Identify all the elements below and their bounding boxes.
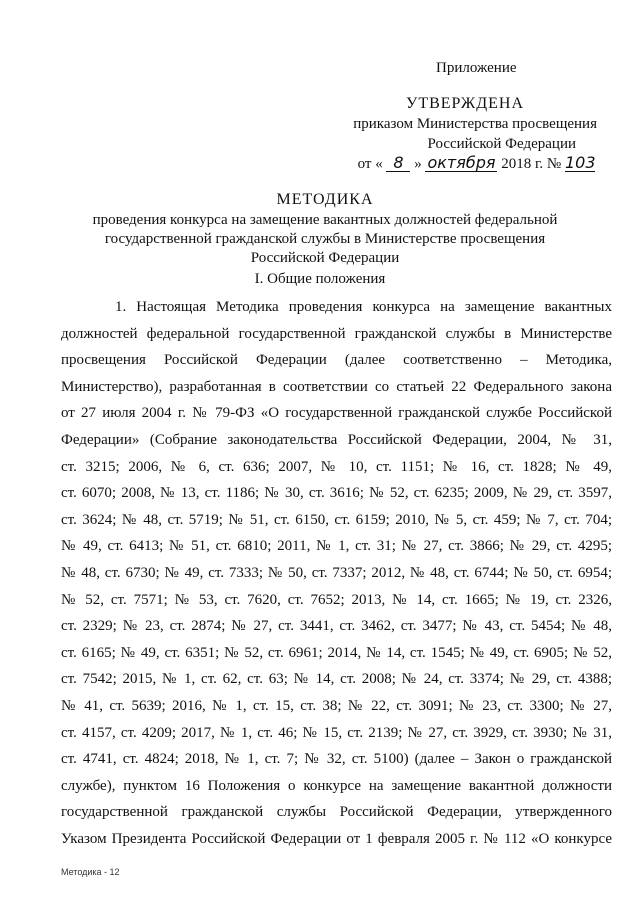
body-line: ст. 6070; 2008, № 13, ст. 1186; № 30, ст. 3616; № 52, ст. 6235; 2009, № 29, ст. 3597, <box>61 485 612 502</box>
approved-ministry: Российской Федерации <box>427 136 576 152</box>
body-line: ст. 4157, ст. 4209; 2017, № 1, ст. 46; № 15, ст. 2139; № 27, ст. 3929, ст. 3930; № 31, <box>61 724 612 741</box>
body-line: ст. 3624; № 48, ст. 5719; № 51, ст. 6150, ст. 6159; 2010, № 5, ст. 459; № 7, ст. 704; <box>61 511 612 528</box>
methodology-subtitle-line-3: Российской Федерации <box>250 250 400 266</box>
order-day: 8 <box>386 155 410 172</box>
order-number: 103 <box>565 153 596 172</box>
body-line: от 27 июля 2004 г. № 79-ФЗ «О государственной гражданской службе Российской <box>61 405 612 422</box>
body-line: ст. 4741, ст. 4824; 2018, № 1, ст. 7; № 32, ст. 5100) (далее – Закон о гражданской <box>61 751 612 768</box>
body-line: № 41, ст. 5639; 2016, № 1, ст. 15, ст. 38; № 22, ст. 3091; № 23, ст. 3300; № 27, <box>61 697 612 714</box>
body-paragraph <box>61 294 612 852</box>
body-line: № 52, ст. 7571; № 53, ст. 7620, ст. 7652; 2013, № 14, ст. 1665; № 19, ст. 2326, <box>61 591 612 608</box>
section-title: I. Общие положения <box>254 271 386 287</box>
appendix-label: Приложение <box>436 60 517 76</box>
body-line: службе), пунктом 16 Положения о конкурсе на замещение вакантной должности <box>61 777 612 794</box>
body-line: должностей федеральной государственной гражданской службы в Министерстве <box>61 325 612 342</box>
approved-title: УТВЕРЖДЕНА <box>405 95 524 112</box>
body-line: Министерство), разработанная в соответствии со статьей 22 Федерального закона <box>61 378 612 395</box>
body-line: ст. 6165; № 49, ст. 6351; № 52, ст. 6961; 2014, № 14, ст. 1545; № 49, ст. 6905; № 52, <box>61 644 612 661</box>
methodology-subtitle-line-1: проведения конкурса на замещение вакантных должностей федеральной <box>92 212 558 228</box>
methodology-title: МЕТОДИКА <box>276 191 374 208</box>
approved-by-order: приказом Министерства просвещения <box>353 116 597 132</box>
order-mid: » <box>414 156 422 172</box>
methodology-subtitle-line-2: государственной гражданской службы в Министерстве просвещения <box>104 231 546 247</box>
body-line: 1. Настоящая Методика проведения конкурса на замещение вакантных <box>115 299 612 315</box>
order-prefix: от « <box>357 156 383 172</box>
body-line: ст. 2329; № 23, ст. 2874; № 27, ст. 3441, ст. 3462, ст. 3477; № 43, ст. 5454; № 48, <box>61 618 612 635</box>
body-line: государственной гражданской службы Российской Федерации, утвержденного <box>61 804 612 821</box>
body-line: № 48, ст. 6730; № 49, ст. 7333; № 50, ст. 7337; 2012, № 48, ст. 6744; № 50, ст. 6954; <box>61 564 612 581</box>
body-line: № 49, ст. 6413; № 51, ст. 6810; 2011, № 1, ст. 31; № 27, ст. 3866; № 29, ст. 4295; <box>61 538 612 555</box>
order-year: 2018 г. № <box>501 156 562 172</box>
body-line: Указом Президента Российской Федерации от 1 февраля 2005 г. № 112 «О конкурсе <box>61 830 612 847</box>
footer-label: Методика - 12 <box>61 867 120 877</box>
approval-block <box>330 94 620 174</box>
body-line: ст. 7542; 2015, № 1, ст. 62, ст. 63; № 14, ст. 2008; № 24, ст. 3374; № 29, ст. 4388; <box>61 671 612 688</box>
methodology-heading <box>40 190 610 268</box>
body-line: просвещения Российской Федерации (далее соответственно – Методика, <box>61 352 612 369</box>
order-month: октября <box>427 153 496 172</box>
order-date-line <box>330 154 620 174</box>
body-line: Федерации» (Собрание законодательства Российской Федерации, 2004, № 31, <box>61 431 612 448</box>
body-line: ст. 3215; 2006, № 6, ст. 636; 2007, № 10, ст. 1151; № 16, ст. 1828; № 49, <box>61 458 612 475</box>
